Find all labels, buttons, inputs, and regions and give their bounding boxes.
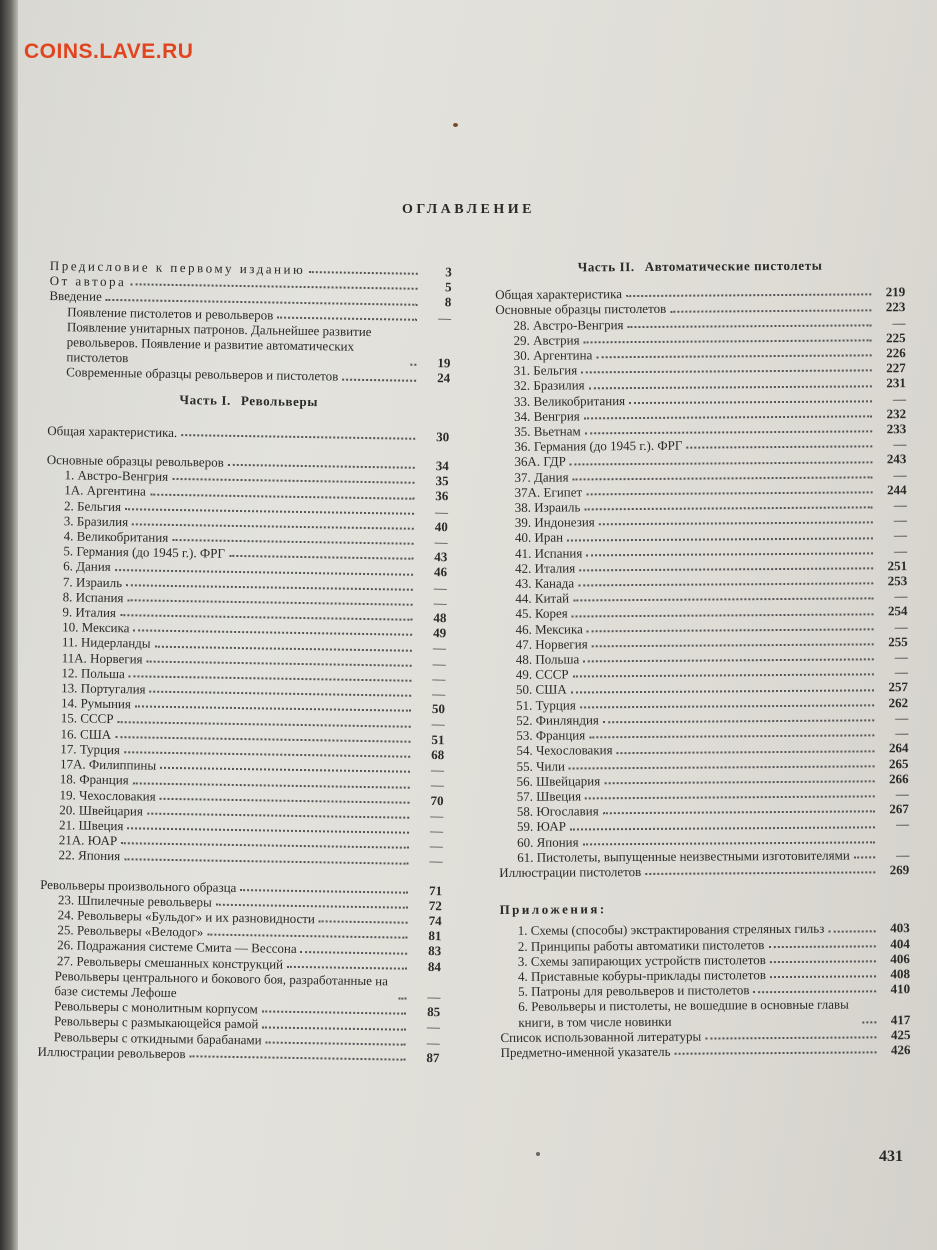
dot-leader	[133, 782, 410, 788]
toc-entry-title: 5. Германия (до 1945 г.). ФРГ	[63, 543, 226, 562]
toc-entry-page: 85	[427, 1004, 441, 1020]
toc-entry-page: 223	[885, 299, 906, 315]
toc-entry-page: 266	[889, 770, 909, 786]
toc-entry-page: —	[893, 497, 907, 513]
toc-entry-page: 425	[890, 1026, 911, 1043]
dot-leader	[586, 552, 873, 556]
toc-entry-title: 37. Дания	[514, 469, 569, 485]
dot-leader	[862, 1021, 876, 1023]
toc-entry-page: —	[895, 816, 909, 832]
toc-entry-page: 227	[886, 360, 906, 376]
dot-leader	[135, 706, 411, 712]
toc-entry-title: 4. Приставные кобуры-приклады пистолетов	[517, 967, 766, 984]
dot-leader	[147, 660, 412, 666]
toc-entry-page: 40	[434, 518, 448, 535]
dot-leader	[670, 309, 871, 312]
toc-entry-title: 19. Чехословакия	[59, 786, 156, 804]
toc-entry-page: 81	[428, 928, 442, 944]
toc-entry-page: —	[433, 579, 447, 595]
toc-entry-page: 243	[886, 451, 907, 467]
toc-entry-page: 267	[889, 801, 909, 817]
appendix-title: Приложения:	[499, 901, 607, 918]
dot-leader	[266, 1041, 406, 1045]
toc-entry-title: Список использованной литературы	[500, 1028, 702, 1045]
toc-entry-title: 5. Патроны для револьверов и пистолетов	[518, 982, 750, 999]
part-one-title: Револьверы	[240, 392, 319, 409]
dot-leader	[319, 920, 408, 923]
dot-leader	[584, 415, 872, 419]
dot-leader	[126, 584, 413, 591]
toc-entry-page: 43	[434, 549, 448, 565]
dot-leader	[155, 645, 412, 651]
part-two-label: Часть II.	[577, 259, 635, 275]
toc-entry-page: 72	[428, 897, 442, 913]
dot-leader	[160, 767, 410, 773]
toc-entry-title: 52. Финляндия	[516, 712, 599, 728]
toc-entry-page: —	[434, 503, 449, 519]
toc-entry-page: 48	[433, 610, 447, 626]
toc-entry-title: 46. Мексика	[515, 621, 583, 637]
toc-entry-title: 9. Италия	[62, 604, 117, 621]
toc-entry-title: Револьверы центрального и бокового боя, разработанные на базе системы Лефоше	[54, 967, 389, 1001]
toc-entry-title: 32. Бразилия	[513, 377, 585, 394]
toc-entry-title: 1. Австро-Венгрия	[64, 467, 169, 485]
toc-entry-title: 36. Германия (до 1945 г.). ФРГ	[514, 437, 683, 455]
front-matter-list	[48, 258, 452, 386]
toc-entry-page: —	[894, 618, 908, 634]
dot-leader	[589, 735, 874, 739]
toc-entry-title: 6. Дания	[63, 558, 111, 575]
toc-entry-page: 257	[888, 679, 909, 695]
toc-entry-page: 255	[888, 634, 908, 650]
toc-entry-title: 49. СССР	[515, 666, 569, 683]
toc-entry-title: 24. Револьверы «Бульдог» и их разновидности	[57, 907, 316, 927]
toc-entry-page: 219	[885, 284, 906, 300]
toc-entry-title: 15. СССР	[60, 710, 114, 727]
dot-leader	[117, 721, 410, 728]
dot-leader	[645, 871, 875, 875]
dot-leader	[585, 795, 875, 799]
toc-entry-page: 403	[890, 920, 910, 936]
toc-entry-title: Предисловие к первому изданию	[49, 258, 306, 278]
toc-entry-page: —	[892, 314, 906, 330]
dot-leader	[578, 583, 873, 587]
dot-leader	[603, 719, 874, 723]
dot-leader	[207, 934, 407, 939]
toc-entry-title: Револьверы с откидными барабанами	[53, 1028, 262, 1047]
dot-leader	[130, 284, 417, 291]
paper-speck	[453, 123, 458, 127]
dot-leader	[127, 827, 409, 833]
toc-entry-title: Основные образцы револьверов	[46, 452, 224, 470]
toc-entry-title: Револьверы произвольного образца	[40, 876, 237, 895]
toc-entry-title: 7. Израиль	[62, 573, 123, 590]
toc-entry-page: 410	[890, 981, 911, 997]
toc-entry-title: 14. Румыния	[60, 695, 132, 712]
toc-entry-title: 39. Индонезия	[514, 514, 595, 531]
toc-entry-title: 40. Иран	[514, 529, 564, 546]
dot-leader	[570, 461, 873, 465]
toc-entry-title: 3. Схемы запирающих устройств пистолетов	[517, 951, 766, 969]
toc-entry-page: —	[893, 436, 907, 452]
dot-leader	[147, 812, 409, 818]
part-one-list	[37, 423, 449, 1065]
toc-entry-page: 84	[427, 958, 442, 974]
dot-leader	[240, 889, 408, 894]
appendix-list	[500, 920, 911, 1060]
toc-entry-title: 47. Норвегия	[515, 636, 588, 652]
dot-leader	[675, 1052, 877, 1055]
dot-leader	[398, 998, 406, 1000]
dot-leader	[599, 522, 873, 526]
toc-entry	[48, 319, 451, 371]
toc-entry-title: 61. Пистолеты, выпущенные неизвестными изготовителями	[517, 847, 850, 865]
toc-entry-title: 53. Франция	[516, 727, 586, 743]
toc-entry-page: 51	[431, 731, 445, 747]
toc-entry-title: 6. Револьверы и пистолеты, не вошедшие в основные главы книги, в том числе новинки	[518, 996, 849, 1030]
toc-entry-title: 3. Бразилия	[63, 513, 129, 530]
dot-leader	[705, 1036, 876, 1039]
toc-entry-page: —	[895, 725, 909, 741]
dot-leader	[342, 378, 416, 381]
toc-entry-title: 12. Польша	[61, 665, 126, 682]
toc-entry-page: 74	[428, 912, 442, 929]
toc-entry-page: —	[432, 670, 446, 687]
toc-entry-title: 41. Испания	[514, 545, 583, 561]
toc-entry-page: —	[426, 1034, 440, 1050]
toc-entry-title: 17А. Филиппины	[59, 756, 157, 773]
toc-entry-page: 83	[428, 943, 442, 959]
toc-entry-page: 46	[433, 564, 448, 580]
toc-entry-page: —	[434, 534, 448, 550]
dot-leader	[686, 446, 872, 449]
toc-entry-page: 19	[437, 355, 451, 371]
toc-entry-title: 30. Аргентина	[513, 347, 593, 363]
toc-entry-title: Современные образцы револьверов и пистолетов	[66, 364, 339, 384]
dot-leader	[617, 750, 875, 754]
toc-entry-title: 1. Схемы (способы) экстрактирования стреляных гильз	[517, 921, 825, 939]
dot-leader	[770, 960, 876, 963]
toc-entry-page: —	[893, 542, 908, 558]
dot-leader	[124, 858, 408, 864]
dot-leader	[172, 478, 414, 484]
toc-entry-title: Появление пистолетов и револьверов	[67, 303, 274, 323]
toc-entry-title: Иллюстрации револьверов	[37, 1043, 186, 1061]
toc-entry-page: 35	[435, 473, 449, 489]
toc-entry-title: 58. Югославия	[516, 803, 599, 819]
toc-entry-title: 44. Китай	[515, 590, 570, 607]
dot-leader	[770, 975, 876, 978]
toc-entry-page: 49	[433, 625, 447, 641]
toc-entry-page: —	[893, 527, 907, 543]
toc-entry-title: Предметно-именной указатель	[500, 1043, 671, 1060]
dot-leader	[573, 674, 874, 678]
part-two-title: Автоматические пистолеты	[644, 257, 823, 274]
toc-entry-page: —	[896, 846, 910, 862]
watermark: COINS.LAVE.RU	[24, 40, 194, 63]
dot-leader	[585, 431, 872, 435]
dot-leader	[150, 493, 414, 499]
toc-entry-title: 35. Вьетнам	[514, 423, 581, 439]
dot-leader	[570, 826, 875, 830]
dot-leader	[160, 797, 410, 803]
toc-entry-title: 21А. ЮАР	[58, 832, 118, 849]
dot-leader	[133, 630, 412, 636]
dot-leader	[580, 704, 874, 708]
toc-entry-title: 31. Бельгия	[513, 362, 578, 379]
toc-entry-title: 54. Чехословакия	[516, 742, 613, 759]
toc-entry-title: 1А. Аргентина	[64, 482, 146, 499]
dot-leader	[629, 400, 872, 404]
toc-entry-page: 5	[444, 279, 452, 295]
toc-entry-page: 417	[890, 1011, 911, 1027]
toc-entry-title: 28. Австро-Венгрия	[513, 316, 624, 333]
toc-entry-page: 253	[887, 573, 908, 589]
toc-entry-title: 45. Корея	[515, 605, 568, 622]
toc-entry-page: —	[430, 807, 444, 823]
toc-entry-title: 51. Турция	[516, 697, 576, 713]
toc-entry-page: —	[432, 655, 446, 671]
dot-leader	[216, 904, 408, 909]
dot-leader	[115, 569, 413, 576]
dot-leader	[181, 434, 415, 440]
dot-leader	[190, 1055, 406, 1060]
toc-entry-page: —	[895, 786, 909, 802]
toc-entry-page: —	[427, 988, 441, 1005]
toc-entry-page: 34	[435, 458, 449, 474]
dot-leader	[129, 675, 412, 681]
toc-entry-title: 10. Мексика	[62, 619, 130, 636]
dot-leader	[592, 643, 874, 647]
dot-leader	[572, 613, 874, 617]
toc-entry-page: 50	[431, 701, 446, 717]
toc-entry-title: Основные образцы пистолетов	[495, 301, 667, 318]
toc-entry-page: 71	[429, 882, 443, 898]
dot-leader	[573, 598, 873, 602]
toc-entry-title: 43. Канада	[515, 575, 575, 591]
toc-entry-page: —	[894, 664, 908, 680]
toc-entry-title: 48. Польша	[515, 651, 580, 667]
toc-entry-title: 16. США	[60, 725, 112, 742]
toc-entry-title: 37А. Египет	[514, 484, 583, 500]
dot-leader	[573, 476, 873, 480]
dot-leader	[584, 339, 872, 343]
dot-leader	[228, 464, 415, 469]
toc-entry-page: 265	[888, 755, 909, 771]
dot-leader	[753, 991, 876, 994]
toc-entry-title: 20. Швейцария	[59, 801, 144, 819]
toc-entry-title: Появление унитарных патронов. Дальнейшее развитие револьверов. Появление и развитие автоматических пистолетов	[66, 319, 372, 366]
toc-entry-page: —	[894, 588, 908, 604]
toc-entry-page: —	[429, 822, 444, 839]
toc-entry-title: 55. Чили	[516, 758, 565, 774]
dot-leader	[287, 966, 407, 970]
toc-entry-page: —	[895, 710, 909, 726]
toc-entry-title: 33. Великобритания	[513, 392, 626, 409]
dot-leader	[124, 751, 410, 757]
toc-entry-title: 42. Италия	[515, 560, 576, 576]
right-column	[495, 257, 911, 1060]
dot-leader	[589, 385, 872, 389]
toc-entry-title: 23. Шпилечные револьверы	[57, 891, 212, 910]
dot-leader	[229, 555, 413, 560]
toc-entry-title: 17. Турция	[60, 741, 121, 758]
toc-entry-title: От автора	[49, 273, 127, 290]
toc-entry-page: 232	[886, 405, 907, 422]
toc-entry-page: 36	[435, 488, 449, 504]
dot-leader	[579, 567, 873, 571]
dot-leader	[115, 736, 410, 743]
dot-leader	[596, 355, 871, 359]
toc-entry-page: —	[429, 838, 443, 854]
toc-entry-page: 68	[431, 746, 445, 763]
toc-entry-title: 11А. Норвегия	[61, 649, 143, 667]
toc-entry-page: —	[893, 466, 907, 482]
paper-speck	[536, 1152, 540, 1156]
toc-entry-page: 226	[886, 345, 906, 361]
toc-entry-title: 27. Револьверы смешанных конструкций	[56, 952, 284, 972]
page-number: 431	[879, 1148, 903, 1165]
toc-entry	[500, 1042, 910, 1060]
toc-entry-title: 38. Израиль	[514, 499, 581, 515]
toc-entry-page: —	[430, 762, 445, 778]
dot-leader	[583, 659, 874, 663]
dot-leader	[150, 691, 412, 697]
toc-entry-page: 3	[445, 264, 452, 280]
toc-entry-page: 24	[437, 370, 451, 386]
dot-leader	[626, 294, 871, 298]
toc-entry-title: 2. Принципы работы автоматики пистолетов	[517, 936, 765, 954]
dot-leader	[301, 951, 408, 955]
dot-leader	[604, 780, 874, 784]
toc-entry-title: 50. США	[515, 681, 567, 698]
dot-leader	[768, 945, 875, 948]
part-two-list	[495, 284, 909, 880]
dot-leader	[262, 1011, 406, 1015]
dot-leader	[628, 324, 872, 328]
toc-entry-title: Введение	[49, 288, 102, 305]
toc-entry	[499, 847, 909, 865]
toc-entry-page: —	[892, 390, 907, 406]
toc-entry-title: 57. Швеция	[516, 788, 582, 804]
left-column	[37, 258, 452, 1065]
dot-leader	[309, 271, 418, 275]
dot-leader	[121, 843, 409, 850]
toc-entry-title: 21. Швеция	[58, 817, 124, 834]
dot-leader	[277, 316, 417, 320]
toc-entry-page: 233	[886, 421, 907, 437]
toc-entry-title: Револьверы с размыкающейся рамой	[53, 1013, 259, 1032]
toc-entry-page: —	[429, 853, 443, 869]
dot-leader	[569, 765, 875, 769]
toc-entry-title: 36А. ГДР	[514, 453, 566, 470]
toc-entry-page: 70	[430, 792, 444, 808]
dot-leader	[127, 599, 412, 605]
toc-entry-page: 87	[426, 1049, 440, 1065]
toc-entry-title: Револьверы с монолитным корпусом	[54, 998, 258, 1017]
toc-entry-page: 269	[889, 862, 910, 878]
toc-entry-title: 11. Нидерланды	[61, 634, 151, 652]
dot-leader	[571, 689, 874, 693]
toc-entry-title: 59. ЮАР	[516, 818, 567, 835]
toc-entry	[500, 996, 910, 1029]
toc-entry-page: 408	[890, 966, 911, 982]
toc-entry-title: 60. Япония	[517, 833, 579, 850]
toc-entry-title: 13. Португалия	[61, 680, 146, 697]
toc-entry-page: 231	[886, 375, 906, 391]
dot-leader	[587, 628, 874, 632]
toc-entry-title: 8. Испания	[62, 589, 124, 606]
dot-leader	[132, 523, 414, 529]
toc-entry-title: 2. Бельгия	[63, 497, 122, 514]
toc-entry-page: 244	[887, 481, 907, 498]
toc-entry-page: 251	[887, 557, 908, 574]
toc-entry-title: 34. Венгрия	[514, 408, 580, 424]
dot-leader	[172, 539, 413, 545]
dot-leader	[584, 507, 872, 511]
toc-entry-page: —	[430, 777, 444, 793]
toc-entry-title: 25. Револьверы «Велодог»	[57, 922, 204, 940]
toc-entry-page: 262	[888, 694, 909, 710]
page-title: ОГЛАВЛЕНИЕ	[402, 202, 535, 217]
dot-leader	[581, 370, 872, 374]
dot-leader	[410, 364, 416, 366]
toc-entry-page: 426	[890, 1042, 911, 1058]
toc-entry-page: —	[433, 594, 447, 611]
toc-entry-page: —	[432, 640, 447, 656]
toc-entry-title: 29. Австрия	[513, 332, 580, 348]
toc-entry-title: Общая характеристика.	[47, 422, 178, 440]
toc-entry-page: 254	[887, 603, 908, 619]
toc-entry-page: 30	[436, 428, 450, 445]
dot-leader	[567, 537, 873, 541]
toc-entry-title: 56. Швейцария	[516, 772, 601, 789]
part-one-label: Часть I.	[179, 391, 232, 408]
toc-entry-page: —	[893, 512, 907, 528]
toc-entry-page: 404	[890, 935, 910, 951]
toc-entry-title: 18. Франция	[59, 771, 129, 788]
part-two-heading	[495, 257, 905, 275]
toc-entry-title: 4. Великобритания	[63, 528, 169, 545]
dot-leader	[120, 614, 412, 621]
dot-leader	[125, 508, 414, 515]
dot-leader	[854, 856, 875, 858]
toc-entry-page: 225	[885, 329, 906, 346]
toc-entry-title: 26. Подражания системе Смита — Вессона	[57, 937, 297, 957]
toc-entry-title: Общая характеристика	[495, 286, 623, 303]
toc-entry-page: —	[894, 649, 908, 665]
toc-entry-page: —	[438, 309, 452, 325]
part-one-heading	[48, 390, 450, 412]
toc-entry-title: 22. Япония	[58, 847, 121, 864]
toc-entry-title: Иллюстрации пистолетов	[499, 863, 642, 880]
dot-leader	[586, 491, 872, 495]
dot-leader	[603, 811, 875, 815]
dot-leader	[583, 841, 875, 845]
toc-entry-page: 264	[888, 740, 909, 756]
toc-entry-page: —	[432, 686, 446, 702]
toc-entry-page: 406	[890, 950, 910, 966]
toc-entry-page: 8	[444, 294, 452, 310]
toc-entry-page: —	[426, 1019, 441, 1035]
dot-leader	[828, 930, 875, 932]
toc-entry-page: —	[431, 716, 445, 732]
book-page-edge	[0, 0, 18, 1250]
dot-leader	[262, 1026, 406, 1030]
